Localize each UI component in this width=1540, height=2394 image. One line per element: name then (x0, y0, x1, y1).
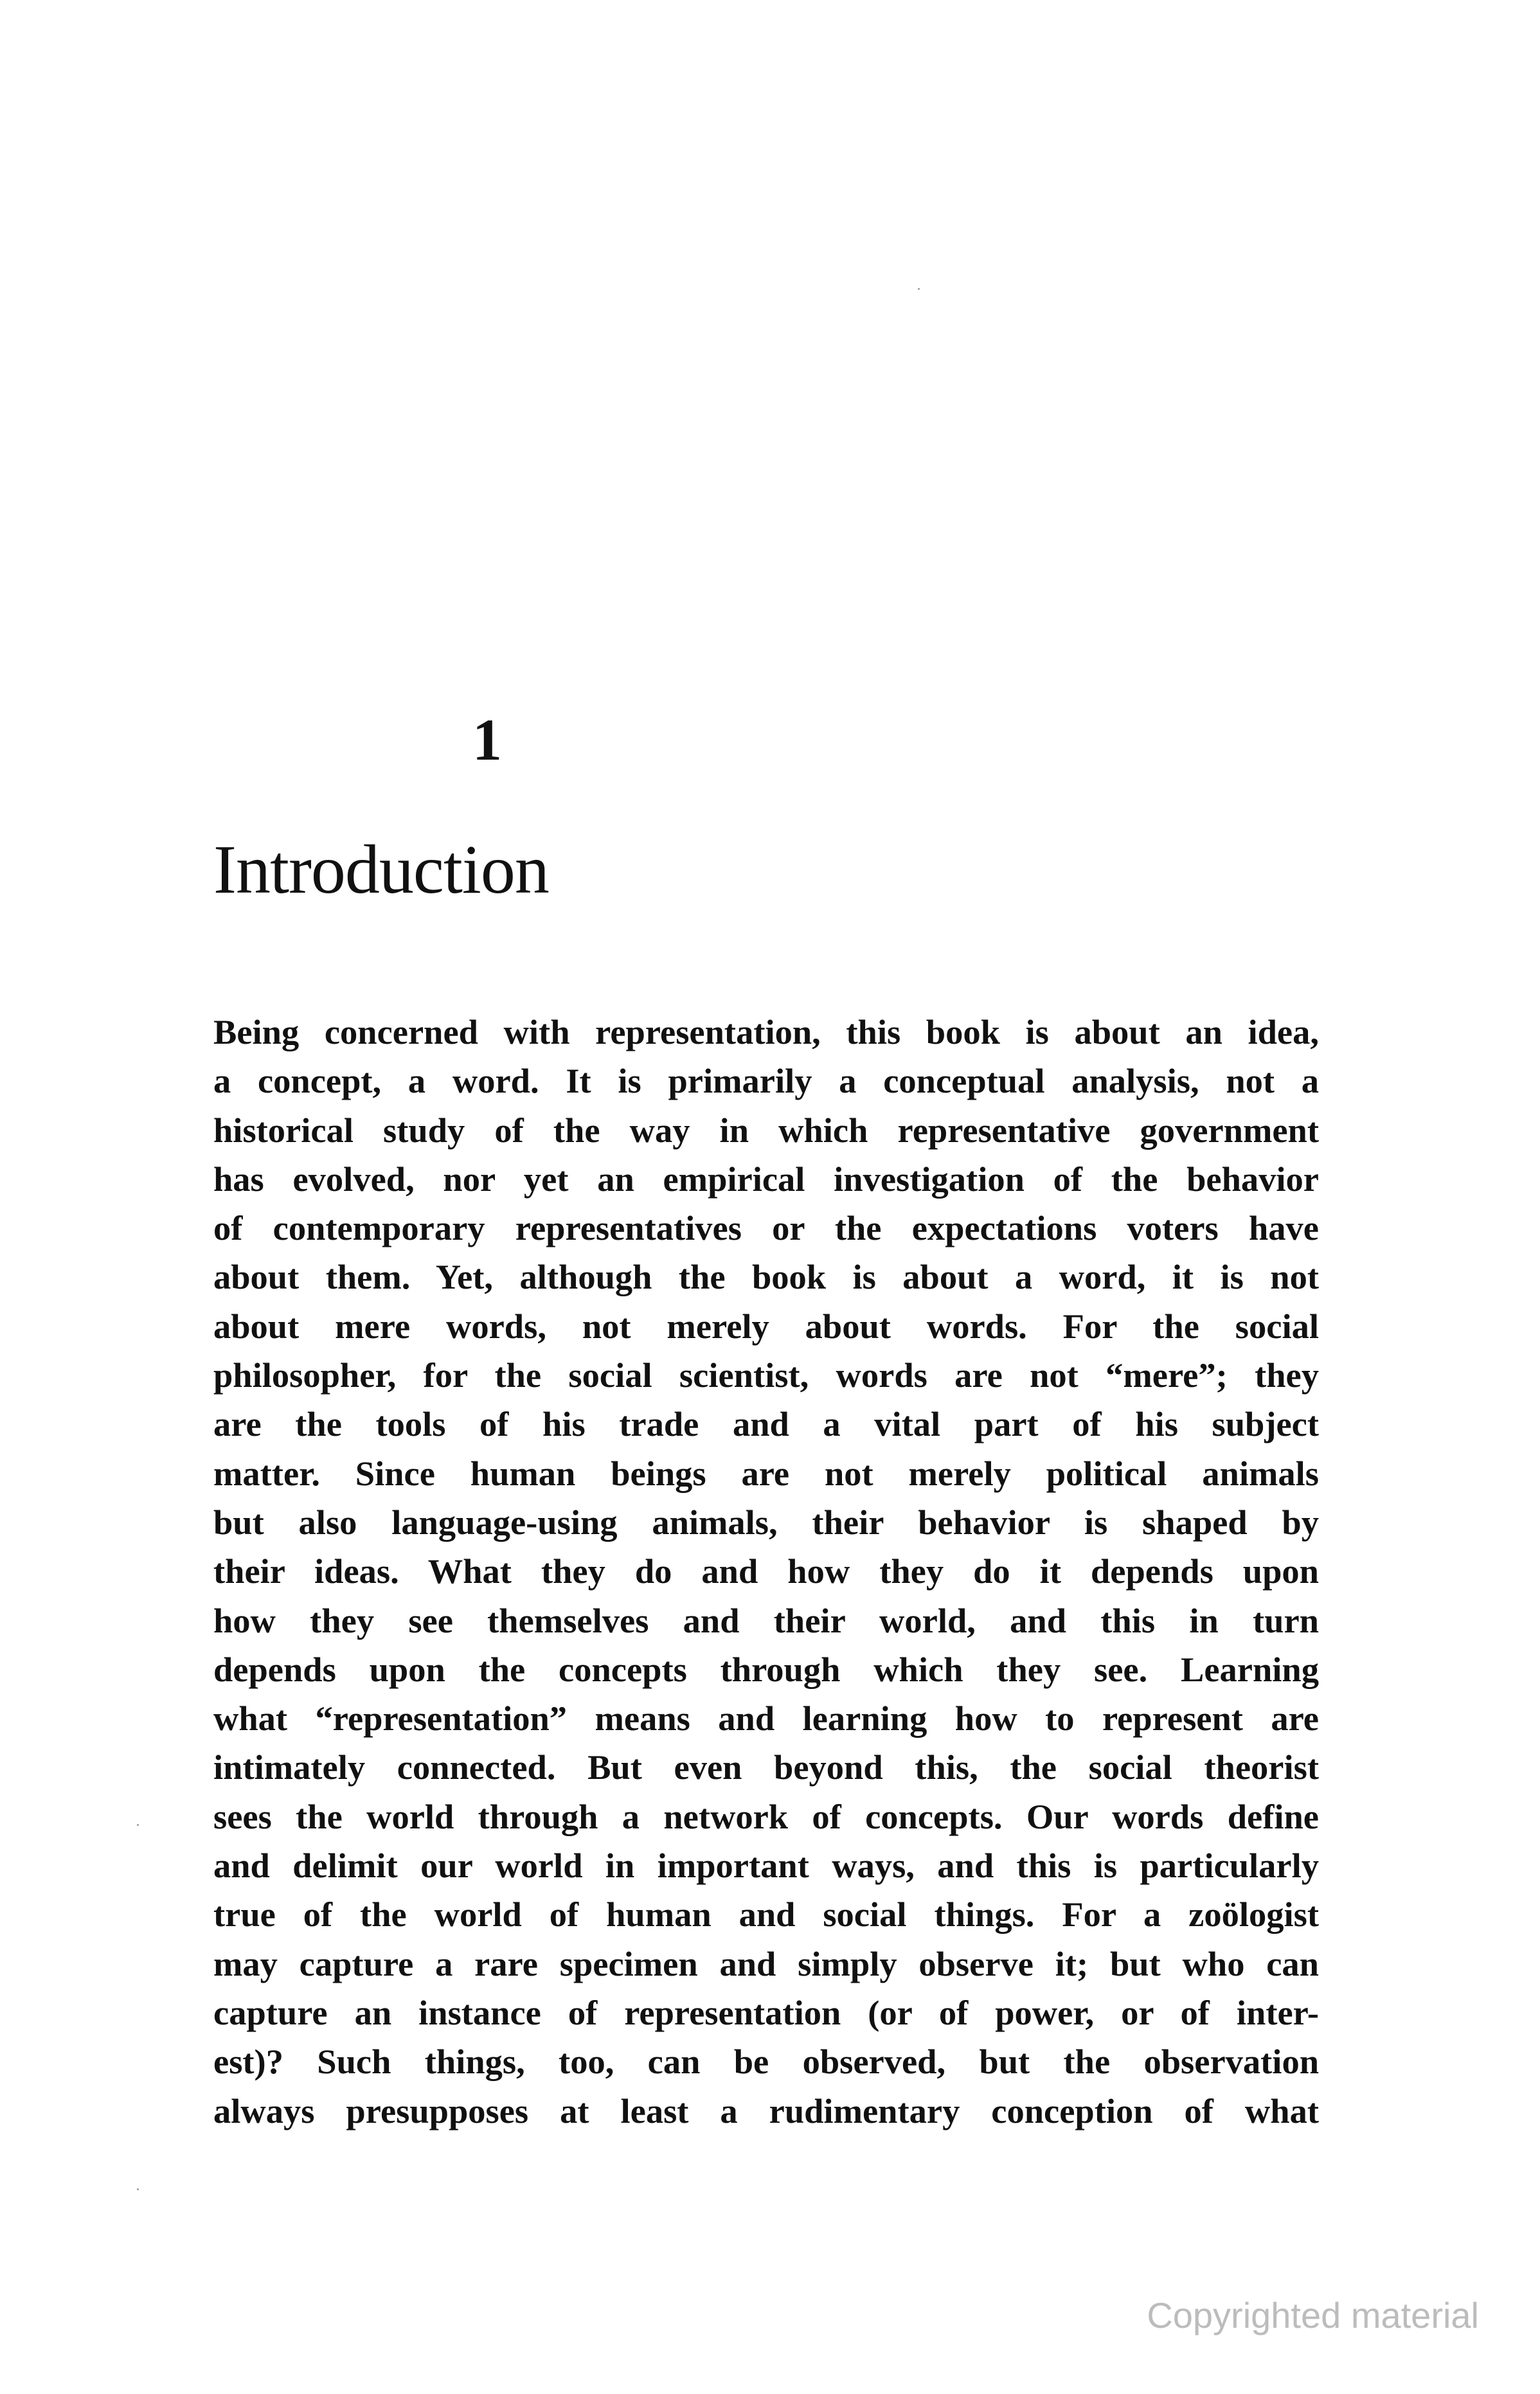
text-line: capture an instance of representation (or of power, or of inter- (213, 1992, 1319, 2032)
text-line: their ideas. What they do and how they do it depends upon (213, 1551, 1319, 1591)
text-line: how they see themselves and their world, and this in turn (213, 1600, 1319, 1640)
text-line: may capture a rare specimen and simply observe it; but who can (213, 1943, 1319, 1983)
text-line: matter. Since human beings are not merely political animals (213, 1453, 1319, 1493)
text-line: sees the world through a network of concepts. Our words define (213, 1796, 1319, 1836)
text-line: historical study of the way in which representative government (213, 1110, 1319, 1150)
text-line: philosopher, for the social scientist, words are not “mere”; they (213, 1355, 1319, 1395)
copyright-watermark: Copyrighted material (1147, 2295, 1479, 2336)
text-line: but also language-using animals, their behavior is shaped by (213, 1502, 1319, 1542)
text-line: a concept, a word. It is primarily a conceptual analysis, not a (213, 1061, 1319, 1101)
text-line: of contemporary representatives or the expectations voters have (213, 1208, 1319, 1248)
chapter-number: 1 (472, 707, 502, 773)
text-line: has evolved, nor yet an empirical investigation of the behavior (213, 1159, 1319, 1199)
text-line: est)? Such things, too, can be observed, but the observation (213, 2042, 1319, 2082)
text-line: true of the world of human and social things. For a zoölogist (213, 1895, 1319, 1934)
chapter-title: Introduction (213, 832, 549, 908)
text-line: about mere words, not merely about words. For the social (213, 1306, 1319, 1346)
text-line: always presupposes at least a rudimentary conception of what (213, 2091, 1319, 2130)
text-line: intimately connected. But even beyond this, the social theorist (213, 1747, 1319, 1787)
text-line: Being concerned with representation, this book is about an idea, (213, 1012, 1319, 1051)
text-line: and delimit our world in important ways, and this is particularly (213, 1846, 1319, 1886)
text-line: depends upon the concepts through which they see. Learning (213, 1649, 1319, 1689)
body-paragraph (213, 1008, 1319, 2136)
text-line: are the tools of his trade and a vital part of his subject (213, 1404, 1319, 1444)
scan-speck (918, 288, 920, 290)
text-line: what “representation” means and learning how to represent are (213, 1699, 1319, 1738)
scan-speck (137, 2188, 139, 2190)
scan-speck (137, 1824, 139, 1826)
text-line: about them. Yet, although the book is about a word, it is not (213, 1257, 1319, 1297)
